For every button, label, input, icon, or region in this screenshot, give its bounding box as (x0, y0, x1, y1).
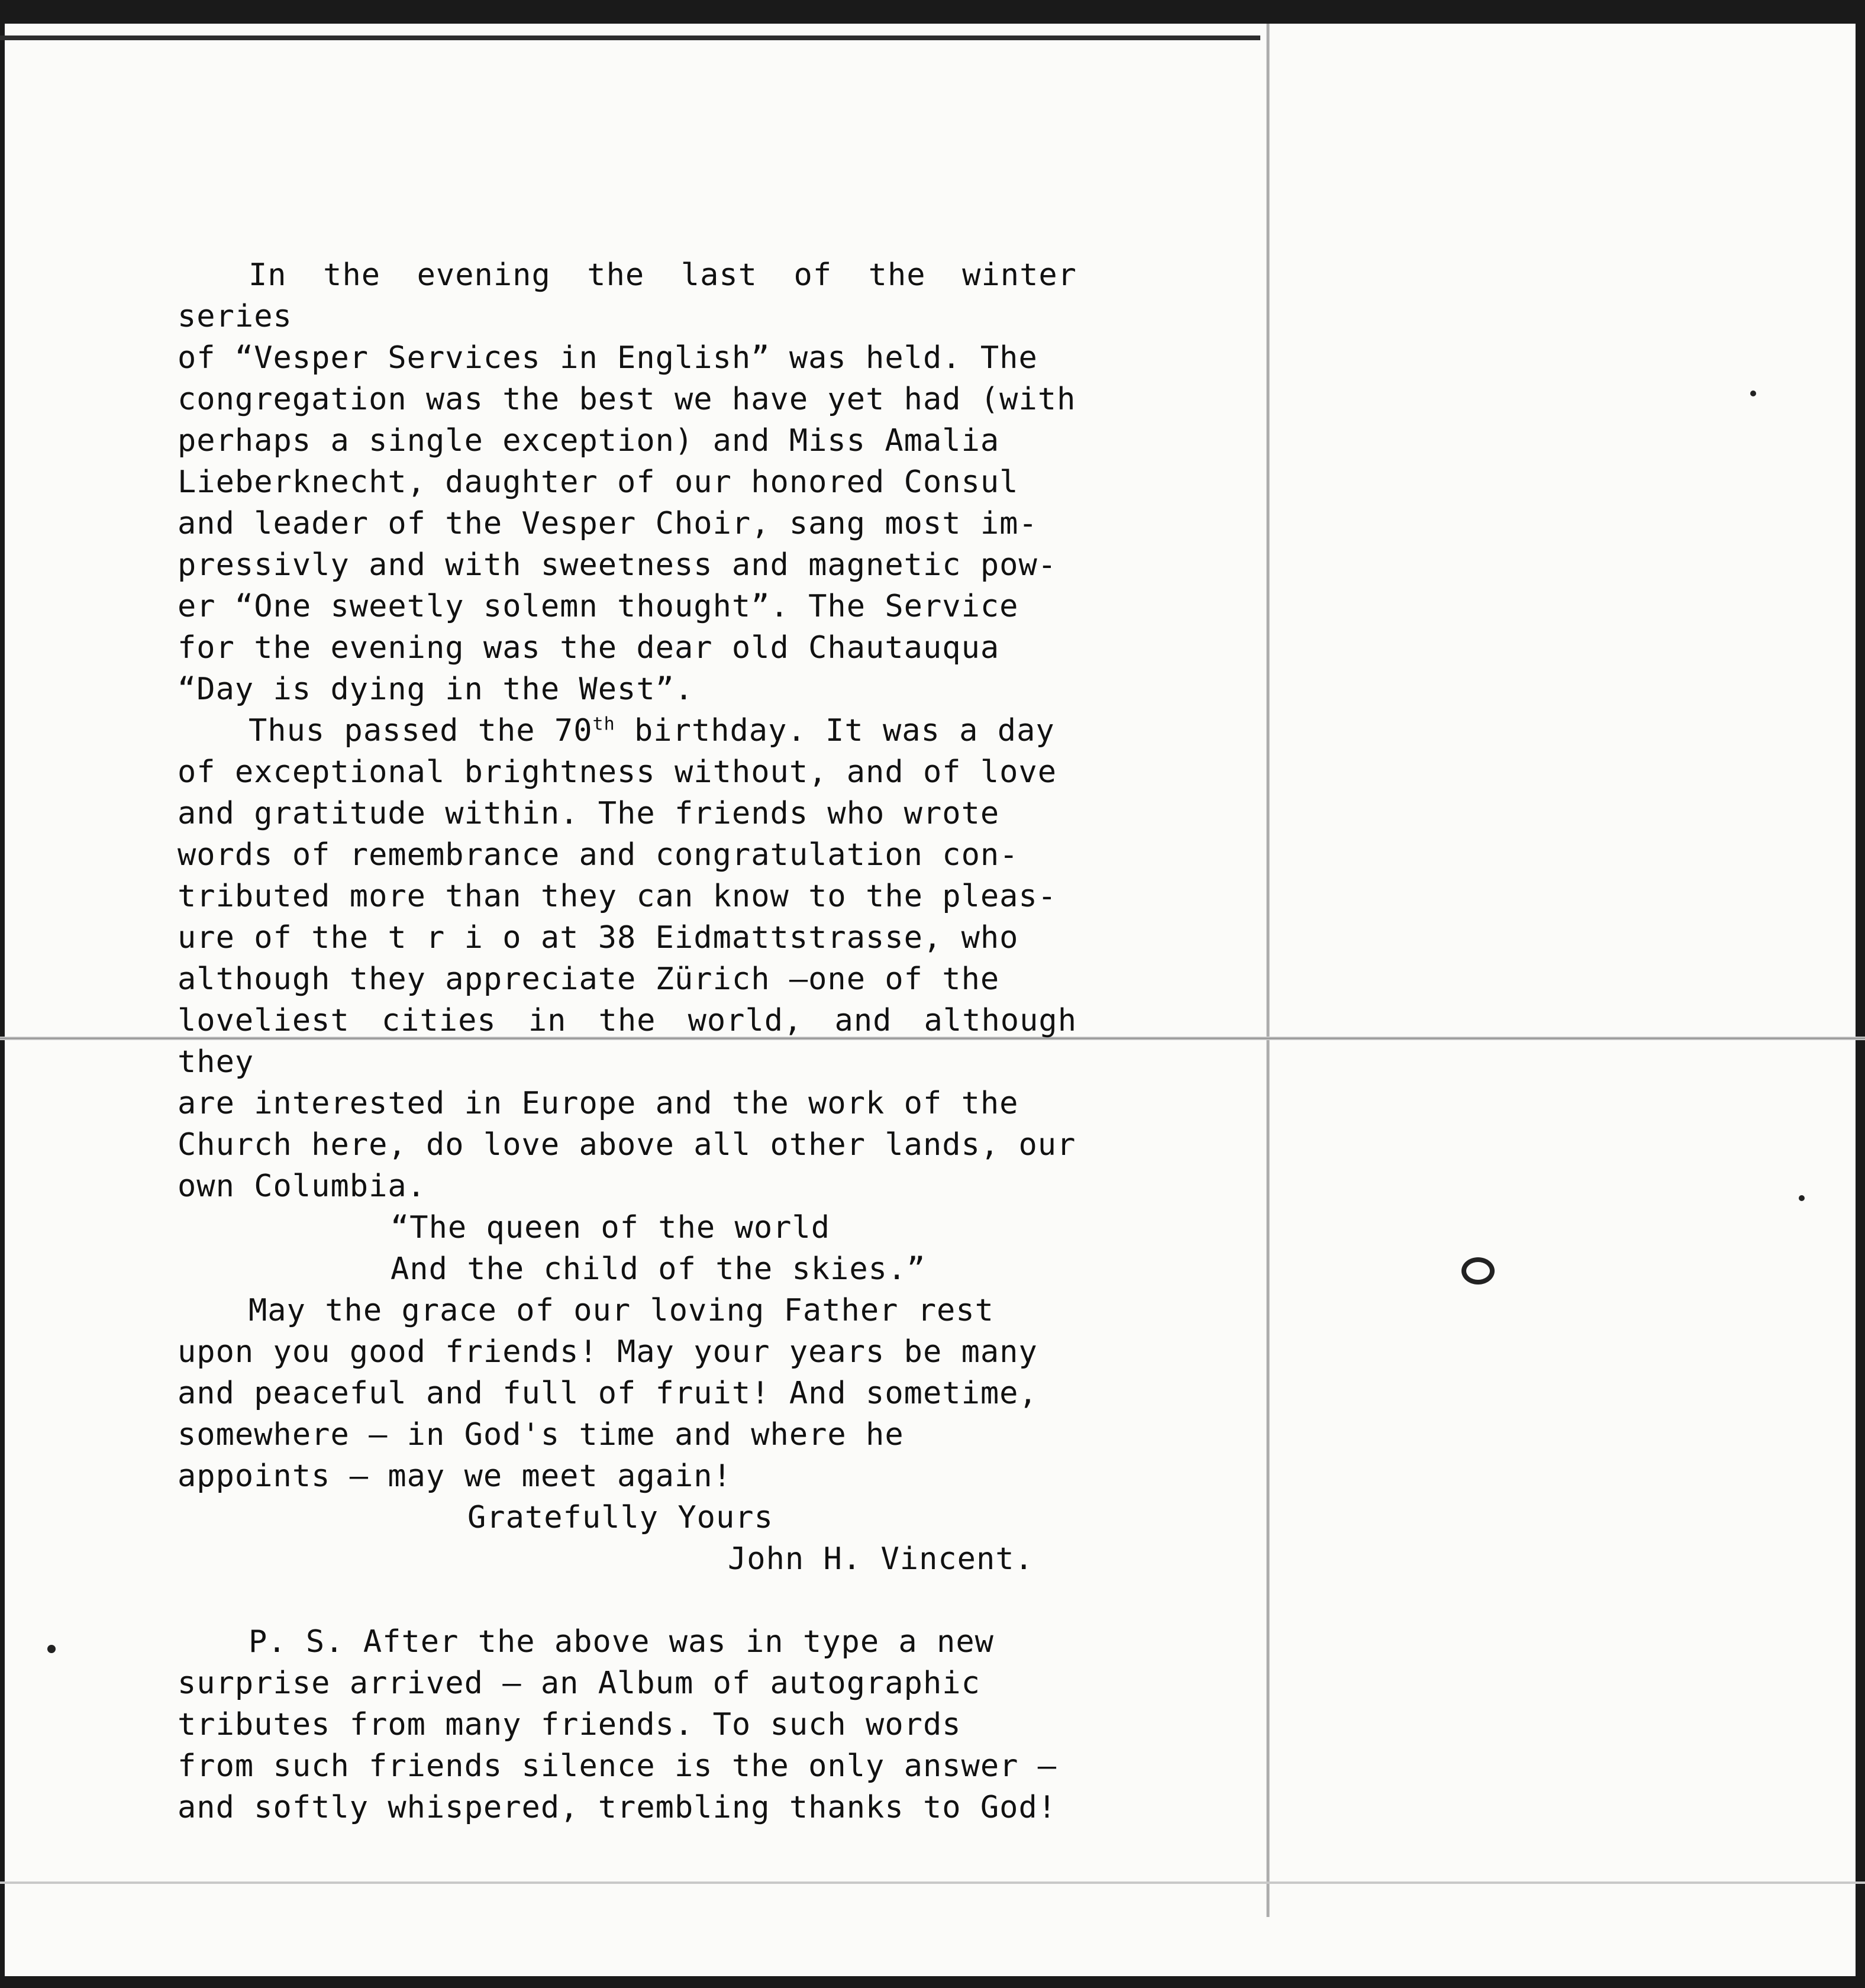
text-line: Church here, do love above all other lands, our (178, 1127, 1076, 1163)
vertical-fold-line (1266, 24, 1270, 1917)
signature-name: John H. Vincent. (728, 1541, 1034, 1577)
text-line (178, 710, 1077, 751)
text-line: surprise arrived — an Album of autographic (178, 1666, 980, 1701)
text-line: from such friends silence is the only answer — (178, 1748, 1057, 1784)
verse-line: And the child of the skies.” (391, 1251, 926, 1287)
letter-body (178, 254, 1077, 1828)
text-line: ure of the t r i o at 38 Eidmattstrasse, who (178, 920, 1019, 956)
text-line: tributes from many friends. To such words (178, 1707, 961, 1742)
verse-line: “The queen of the world (391, 1210, 831, 1245)
text-line: pressivly and with sweetness and magnetic pow- (178, 547, 1057, 583)
bottom-edge-line (0, 1882, 1865, 1884)
text-line: appoints — may we meet again! (178, 1458, 732, 1494)
text-line: upon you good friends! May your years be many (178, 1334, 1038, 1370)
text-line: tributed more than they can know to the pleas- (178, 879, 1057, 914)
text-line: Lieberknecht, daughter of our honored Consul (178, 464, 1019, 500)
text-line: perhaps a single exception) and Miss Amalia (178, 423, 1000, 459)
text-line: own Columbia. (178, 1169, 426, 1204)
paragraph-vesper-service (178, 254, 1077, 710)
text-line: and peaceful and full of fruit! And sometime, (178, 1376, 1038, 1411)
text-line: congregation was the best we have yet had (with (178, 382, 1076, 417)
paragraph-blessing (178, 1290, 1077, 1497)
text-line: are interested in Europe and the work of the (178, 1086, 1019, 1121)
text-line: loveliest cities in the world, and although they (178, 1003, 1077, 1080)
text-line: somewhere — in God's time and where he (178, 1417, 904, 1453)
text-line: for the evening was the dear old Chautauqua (178, 630, 1000, 666)
ink-speck (47, 1645, 56, 1653)
text-line: and leader of the Vesper Choir, sang most im- (178, 506, 1038, 541)
ink-speck (1750, 390, 1756, 396)
text-line: “Day is dying in the West”. (178, 672, 694, 707)
text-line: and gratitude within. The friends who wrote (178, 796, 1000, 831)
text-fragment: Thus passed the 70 (249, 713, 593, 748)
text-fragment: birthday. It was a day (615, 713, 1055, 748)
postscript (178, 1621, 1077, 1828)
text-line: of “Vesper Services in English” was held. The (178, 340, 1038, 376)
top-edge-shadow (0, 36, 1260, 40)
closing-line: Gratefully Yours (467, 1500, 773, 1535)
text-line: words of remembrance and congratulation con- (178, 837, 1019, 873)
text-line: May the grace of our loving Father rest (249, 1293, 994, 1328)
text-line: P. S. After the above was in type a new (249, 1624, 994, 1660)
quoted-verse (391, 1207, 1077, 1290)
text-line: In the evening the last of the winter series (178, 257, 1077, 334)
ink-speck (1799, 1195, 1805, 1201)
text-line: er “One sweetly solemn thought”. The Service (178, 589, 1019, 624)
paragraph-birthday (178, 710, 1077, 1207)
ink-speck (1461, 1257, 1495, 1285)
text-line: and softly whispered, trembling thanks to God! (178, 1790, 1057, 1825)
text-line: although they appreciate Zürich —one of the (178, 961, 1000, 997)
ordinal-suffix: th (592, 714, 615, 735)
text-line: of exceptional brightness without, and of love (178, 754, 1057, 790)
